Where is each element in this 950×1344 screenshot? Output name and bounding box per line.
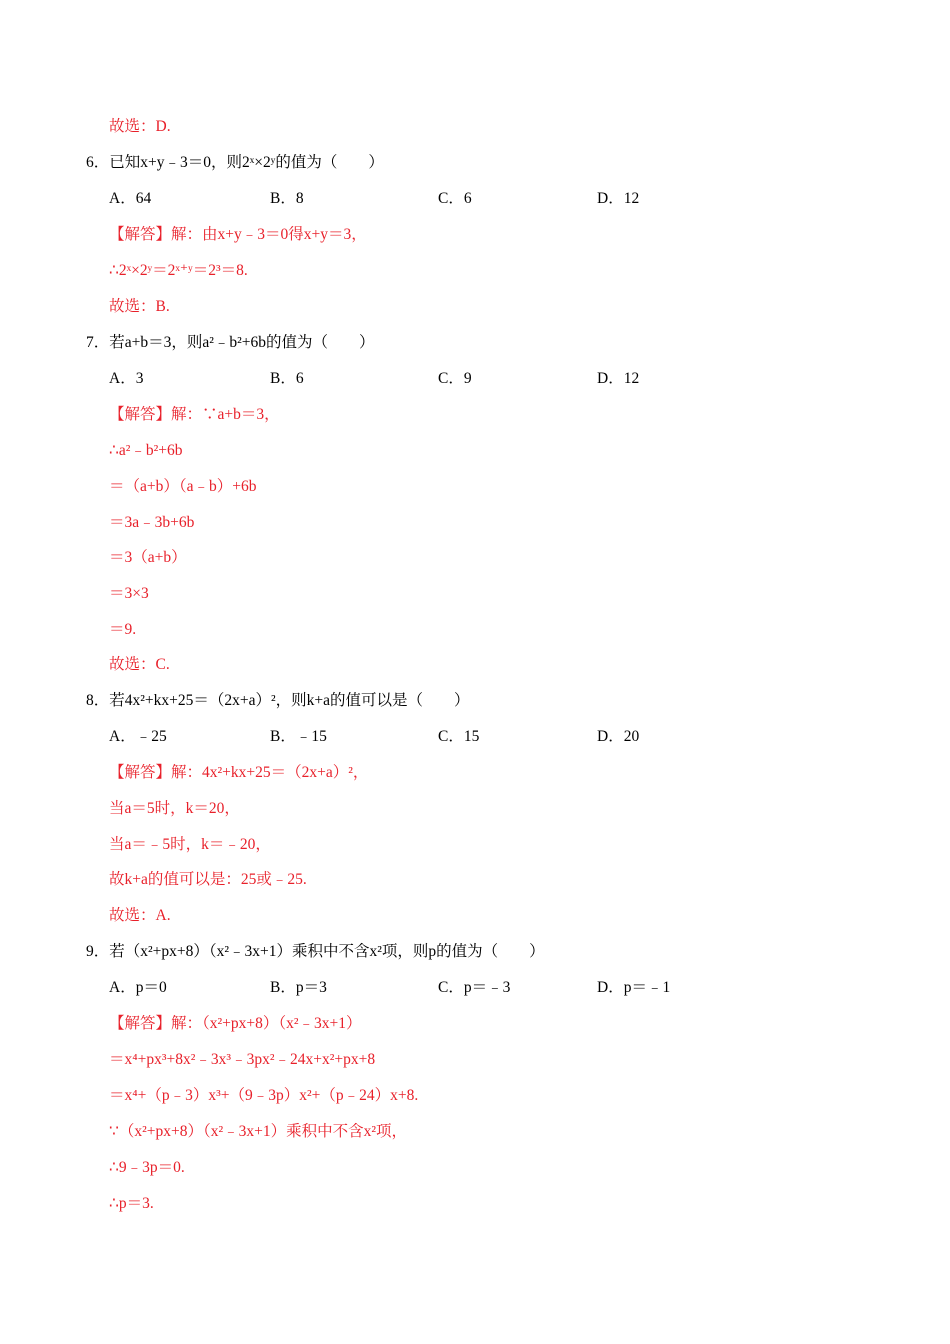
- q9-solution-line: ＝x⁴+px³+8x²﹣3x³﹣3px²﹣24x+x²+px+8: [109, 1051, 376, 1068]
- q6-solution-line: 【解答】解：由x+y﹣3＝0得x+y＝3，: [109, 226, 367, 243]
- q6-option-c: C．6: [438, 190, 472, 207]
- q7-final-answer: 故选：C.: [109, 656, 170, 673]
- q9-option-b: B．p＝3: [270, 979, 327, 996]
- q8-option-c: C．15: [438, 728, 480, 745]
- q7-solution-line: ＝3（a+b）: [109, 549, 187, 566]
- q9-option-a: A．p＝0: [109, 979, 167, 996]
- q7-option-d: D．12: [597, 370, 640, 387]
- q9-solution-line: 【解答】解：（x²+px+8）（x²﹣3x+1）: [109, 1015, 362, 1032]
- q6-option-a: A．64: [109, 190, 152, 207]
- q8-solution-line: 故k+a的值可以是：25或﹣25.: [109, 871, 307, 888]
- q9-solution-line: ∴9﹣3p＝0.: [109, 1159, 185, 1176]
- q6-solution-line: ∴2ˣ×2ʸ＝2ˣ⁺ʸ＝2³＝8.: [109, 262, 248, 279]
- q6-stem: 6．已知x+y﹣3＝0，则2ˣ×2ʸ的值为（ ）: [86, 154, 384, 171]
- q9-solution-line: ＝x⁴+（p﹣3）x³+（9﹣3p）x²+（p﹣24）x+8.: [109, 1087, 419, 1104]
- q7-stem: 7．若a+b＝3，则a²﹣b²+6b的值为（ ）: [86, 334, 375, 351]
- q8-option-a: A．﹣25: [109, 728, 167, 745]
- q9-option-c: C．p＝﹣3: [438, 979, 511, 996]
- q9-solution-line: ∵（x²+px+8）（x²﹣3x+1）乘积中不含x²项，: [109, 1123, 408, 1140]
- q8-stem: 8．若4x²+kx+25＝（2x+a）²，则k+a的值可以是（ ）: [86, 692, 470, 709]
- q7-solution-line: ＝3×3: [109, 585, 149, 602]
- q7-solution-line: ＝（a+b）（a﹣b）+6b: [109, 478, 257, 495]
- q7-option-c: C．9: [438, 370, 472, 387]
- q7-solution-line: ＝3a﹣3b+6b: [109, 514, 195, 531]
- q8-solution-line: 【解答】解：4x²+kx+25＝（2x+a）²，: [109, 764, 369, 781]
- q9-final-answer: ∴p＝3.: [109, 1195, 154, 1212]
- q8-option-d: D．20: [597, 728, 640, 745]
- q6-final-answer: 故选：B.: [109, 298, 170, 315]
- q8-final-answer: 故选：A.: [109, 907, 171, 924]
- q7-solution-line: ∴a²﹣b²+6b: [109, 442, 183, 459]
- q7-solution-line: ＝9.: [109, 621, 137, 638]
- q8-solution-line: 当a＝﹣5时，k＝﹣20，: [109, 836, 271, 853]
- q7-option-a: A．3: [109, 370, 144, 387]
- q7-solution-line: 【解答】解：∵a+b＝3，: [109, 406, 280, 423]
- q9-stem: 9．若（x²+px+8）（x²﹣3x+1）乘积中不含x²项，则p的值为（ ）: [86, 943, 545, 960]
- q7-option-b: B．6: [270, 370, 304, 387]
- q8-option-b: B．﹣15: [270, 728, 327, 745]
- q6-option-b: B．8: [270, 190, 304, 207]
- q8-solution-line: 当a＝5时，k＝20，: [109, 800, 240, 817]
- q6-option-d: D．12: [597, 190, 640, 207]
- q5-final-answer: 故选：D.: [109, 118, 171, 135]
- q9-option-d: D．p＝﹣1: [597, 979, 671, 996]
